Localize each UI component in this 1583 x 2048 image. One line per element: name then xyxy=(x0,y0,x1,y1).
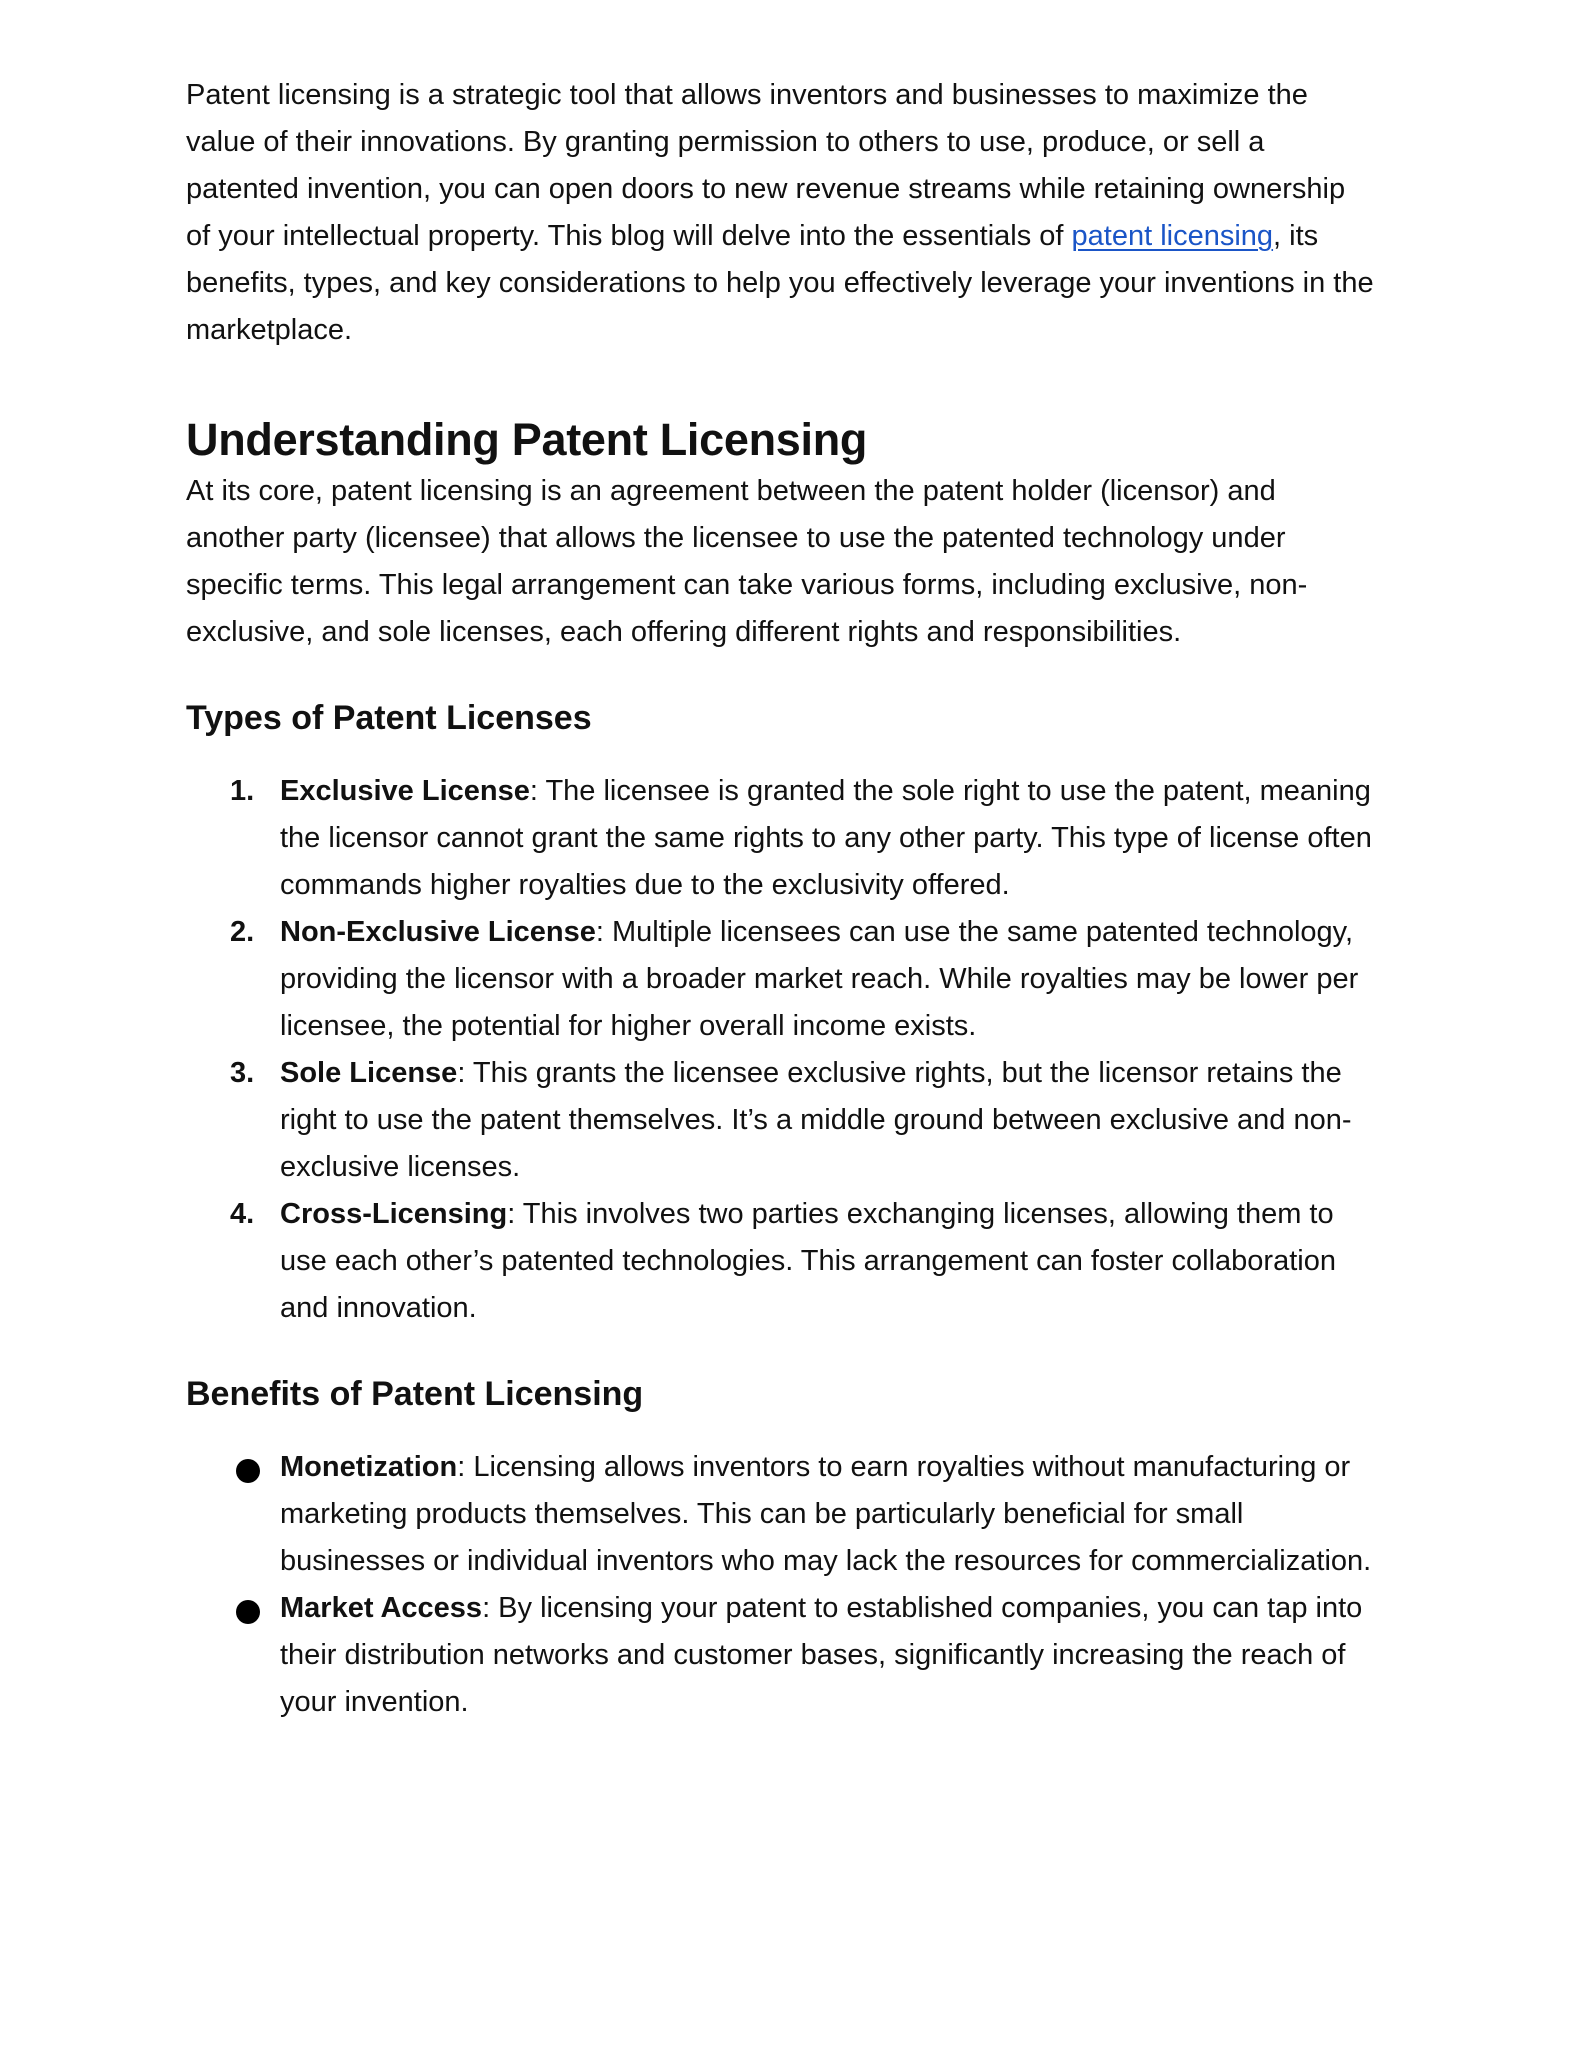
list-item-non-exclusive-license xyxy=(186,909,1376,1050)
document-page xyxy=(186,72,1376,1726)
list-number: 4. xyxy=(230,1198,255,1230)
list-item-description: : The licensee is granted the sole right to use the patent, meaning the licensor cannot grant the same rights to any other party. This type of license often commands higher royalties due to the exclusivity offered. xyxy=(280,775,1372,901)
intro-text-after-link: , its benefits, types, and key considerations to help you effectively leverage your inventions in the marketplace. xyxy=(186,220,1374,346)
list-number: 3. xyxy=(230,1057,255,1089)
bullet-icon xyxy=(236,1459,260,1483)
list-item-description: : Licensing allows inventors to earn royalties without manufacturing or marketing products themselves. This can be particularly beneficial for small businesses or individual inventors who may lack the resources for commercialization. xyxy=(280,1451,1372,1577)
list-item-term: Cross-Licensing xyxy=(280,1198,508,1230)
list-item-cross-licensing xyxy=(186,1191,1376,1332)
list-number: 2. xyxy=(230,916,255,948)
list-item-monetization xyxy=(186,1444,1376,1585)
list-item-description: : This grants the licensee exclusive rights, but the licensor retains the right to use the patent themselves. It’s a middle ground between exclusive and non-exclusive licenses. xyxy=(280,1057,1352,1183)
license-types-list xyxy=(186,768,1376,1332)
list-item-sole-license xyxy=(186,1050,1376,1191)
understanding-paragraph: At its core, patent licensing is an agreement between the patent holder (licensor) and another party (licensee) that allows the licensee to use the patented technology under specific terms. This legal arrangement can take various forms, including exclusive, non-exclusive, and sole licenses, each offering different rights and responsibilities. xyxy=(186,475,1308,648)
bullet-icon xyxy=(236,1600,260,1624)
benefits-list xyxy=(186,1444,1376,1726)
list-number: 1. xyxy=(230,775,255,807)
list-item-term: Monetization xyxy=(280,1451,458,1483)
list-item-exclusive-license xyxy=(186,768,1376,909)
list-item-term: Sole License xyxy=(280,1057,458,1089)
list-item-market-access xyxy=(186,1585,1376,1726)
list-item-term: Exclusive License xyxy=(280,775,530,807)
patent-licensing-link[interactable]: patent licensing xyxy=(1071,220,1274,252)
heading-types-of-patent-licenses: Types of Patent Licenses xyxy=(186,699,592,737)
heading-understanding-patent-licensing: Understanding Patent Licensing xyxy=(186,414,868,465)
intro-paragraph xyxy=(186,72,1376,354)
heading-benefits-of-patent-licensing: Benefits of Patent Licensing xyxy=(186,1375,644,1413)
list-item-description: : This involves two parties exchanging licenses, allowing them to use each other’s patented technologies. This arrangement can foster collaboration and innovation. xyxy=(280,1198,1336,1324)
list-item-term: Non-Exclusive License xyxy=(280,916,596,948)
list-item-description: : By licensing your patent to established companies, you can tap into their distribution networks and customer bases, significantly increasing the reach of your invention. xyxy=(280,1592,1363,1718)
list-item-description: : Multiple licensees can use the same patented technology, providing the licensor with a broader market reach. While royalties may be lower per licensee, the potential for higher overall income exists. xyxy=(280,916,1359,1042)
intro-text-before-link: Patent licensing is a strategic tool that allows inventors and businesses to maximize the value of their innovations. By granting permission to others to use, produce, or sell a patented invention, you can open doors to new revenue streams while retaining ownership of your intellectual property. This blog will delve into the essentials of xyxy=(186,79,1346,252)
list-item-term: Market Access xyxy=(280,1592,483,1624)
